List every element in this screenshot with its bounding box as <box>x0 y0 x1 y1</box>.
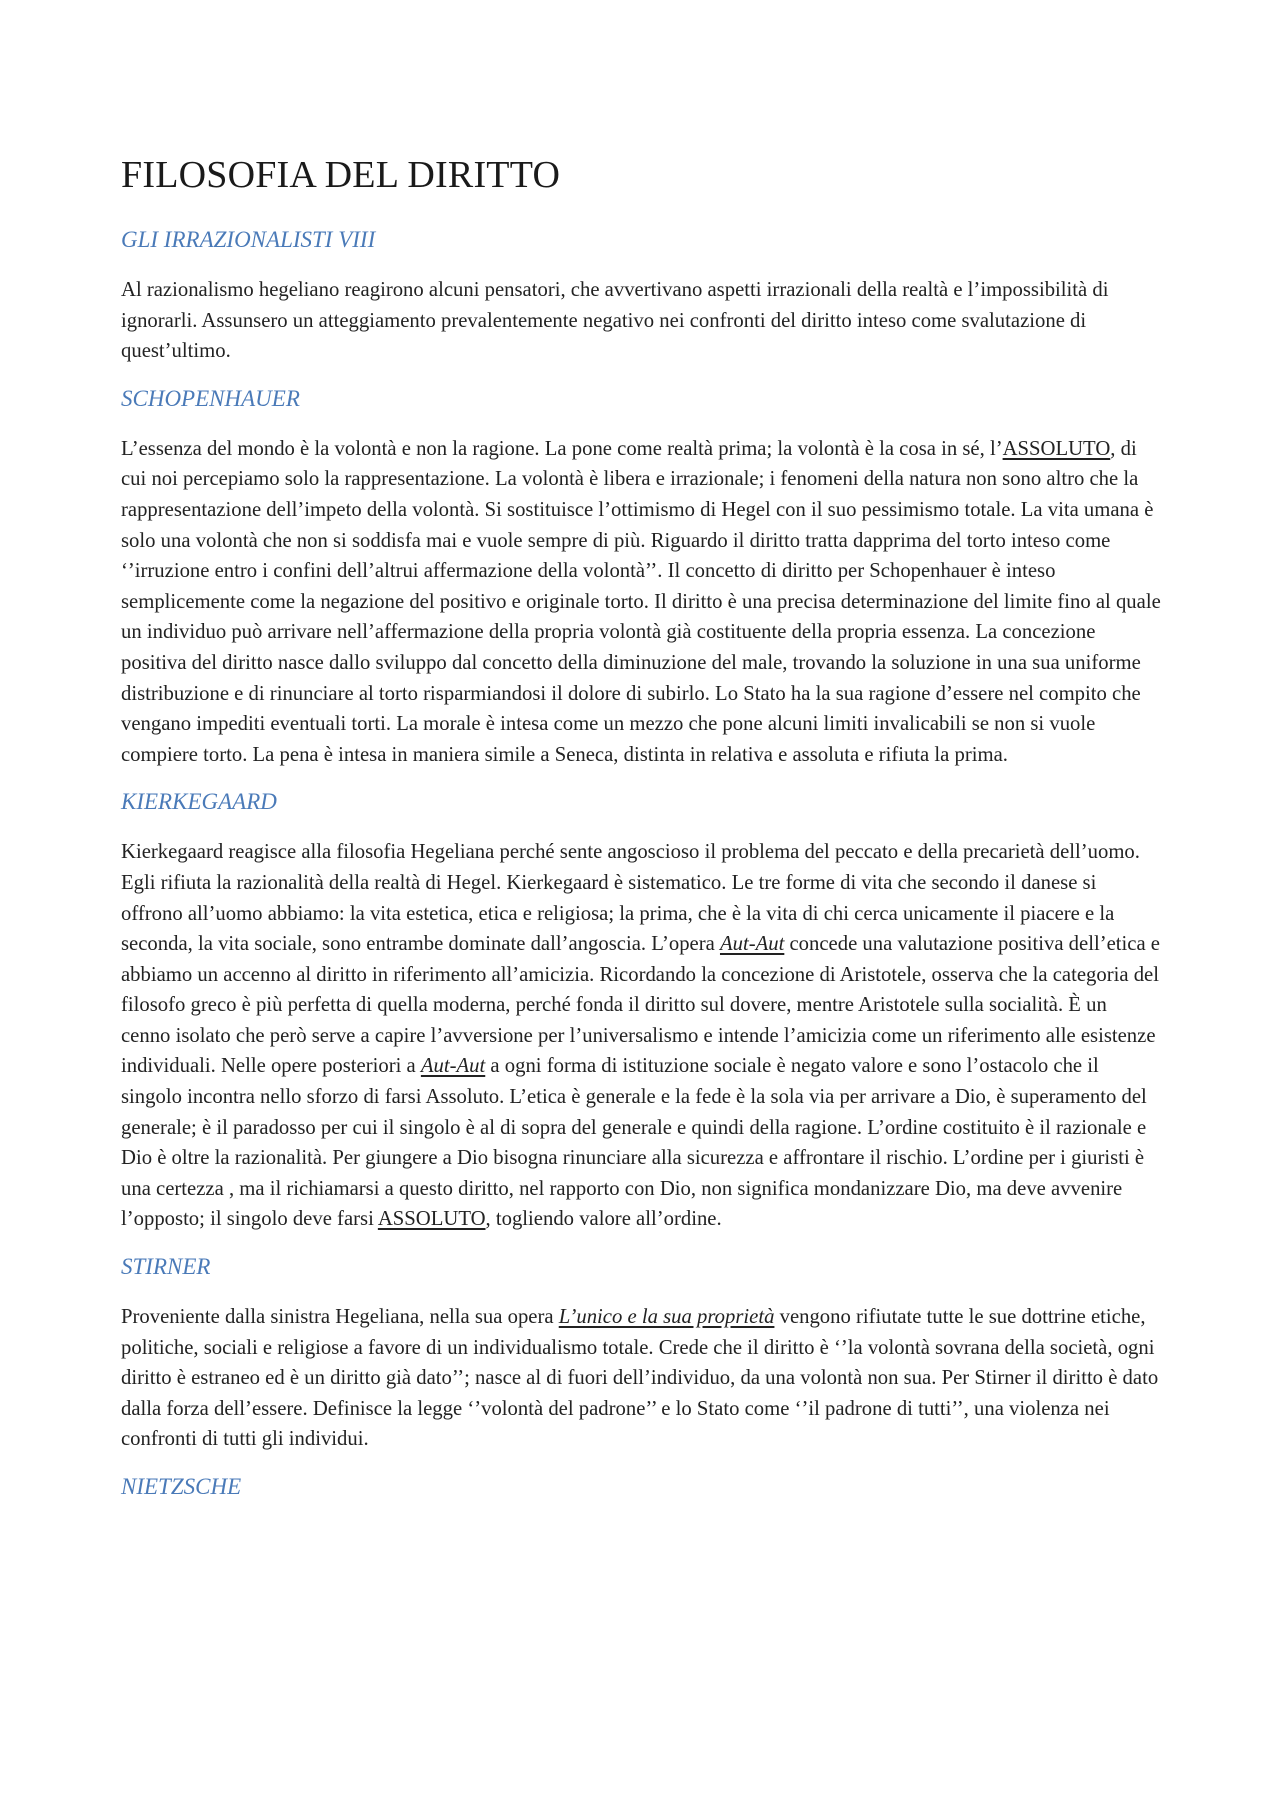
paragraph-stirner <box>121 1302 1161 1455</box>
paragraph-kierkegaard <box>121 837 1161 1235</box>
text-run: a ogni forma di istituzione sociale è negato valore e sono l’ostacolo che il singolo incontra nello sforzo di farsi Assoluto. L’etica è generale e la fede è la sola via per arrivare a Dio, è superamento del generale; è il paradosso per cui il singolo è al di sopra del generale e quindi della ragione. L’ordine costituito è il razionale e Dio è oltre la razionalità. Per giungere a Dio bisogna rinunciare alla sicurezza e affrontare il rischio. L’ordine per i giuristi è una certezza , ma il richiamarsi a questo diritto, nel rapporto con Dio, non significa mondanizzare Dio, ma deve avvenire l’opposto; il singolo deve farsi <box>121 1055 1147 1231</box>
work-title-aut-aut[interactable]: Aut-Aut <box>719 933 785 956</box>
text-run: L’essenza del mondo è la volontà e non la ragione. La pone come realtà prima; la volontà è la cosa in sé, l’ <box>121 437 1003 460</box>
text-run: Proveniente dalla sinistra Hegeliana, nella sua opera <box>121 1306 559 1329</box>
text-run: , togliendo valore all’ordine. <box>485 1208 722 1231</box>
text-run: Kierkegaard reagisce alla filosofia Hegeliana perché sente angoscioso il problema del peccato e della precarietà dell’uomo. Egli rifiuta la razionalità della realtà di Hegel. Kierkegaard è sistematico. Le tre forme di vita che secondo il danese si offrono all’uomo abbiamo: la vita estetica, etica e religiosa; la prima, che è la vita di chi cerca unicamente il piacere e la seconda, la vita sociale, sono entrambe dominate dall’angoscia. L’opera <box>121 841 1140 956</box>
assoluto-link[interactable]: ASSOLUTO <box>377 1208 486 1231</box>
work-title-aut-aut[interactable]: Aut-Aut <box>420 1055 486 1078</box>
text-run: vengono rifiutate tutte le sue dottrine etiche, politiche, sociali e religiose a favore di un individualismo totale. Crede che il diritto è ‘’la volontà sovrana della società, ogni diritto è estraneo ed è un diritto già dato’’; nasce al di fuori dell’individuo, da una volontà non sua. Per Stirner il diritto è dato dalla forza dell’essere. Definisce la legge ‘’volontà del padrone’’ e lo Stato come ‘’il padrone di tutti’’, una violenza nei confronti di tutti gli individui. <box>121 1306 1159 1451</box>
section-heading-stirner: STIRNER <box>121 1254 211 1280</box>
page-title: FILOSOFIA DEL DIRITTO <box>121 154 561 196</box>
paragraph-irrazionalisti: Al razionalismo hegeliano reagirono alcuni pensatori, che avvertivano aspetti irrazionali della realtà e l’impossibilità di ignorarli. Assunsero un atteggiamento prevalentemente negativo nei confronti del diritto inteso come svalutazione di quest’ultimo. <box>121 279 1109 363</box>
section-heading-nietzsche: NIETZSCHE <box>121 1474 242 1499</box>
work-title-unico[interactable]: L’unico e la sua proprietà <box>558 1306 775 1329</box>
text-run: , di cui noi percepiamo solo la rappresentazione. La volontà è libera e irrazionale; i fenomeni della natura non sono altro che la rappresentazione dell’impeto della volontà. Si sostituisce l’ottimismo di Hegel con il suo pessimismo totale. La vita umana è solo una volontà che non si soddisfa mai e vuole sempre di più. Riguardo il diritto tratta dapprima del torto inteso come ‘’irruzione entro i confini dell’altrui affermazione della volontà’’. Il concetto di diritto per Schopenhauer è inteso semplicemente come la negazione del positivo e originale torto. Il diritto è una precisa determinazione del limite fino al quale un individuo può arrivare nell’affermazione della propria volontà già costituente della propria essenza. La concezione positiva del diritto nasce dallo sviluppo dal concetto della diminuzione del male, trovando la soluzione in una sua uniforme distribuzione e di rinunciare al torto risparmiandosi il dolore di subirlo. Lo Stato ha la sua ragione d’essere nel compito che vengano impediti eventuali torti. La morale è intesa come un mezzo che pone alcuni limiti invalicabili se non si vuole compiere torto. La pena è intesa in maniera simile a Seneca, distinta in relativa e assoluta e rifiuta la prima. <box>121 437 1161 766</box>
section-heading-kierkegaard: KIERKEGAARD <box>121 789 277 815</box>
document-body <box>121 150 1161 1522</box>
section-heading-irrazionalisti: GLI IRRAZIONALISTI VIII <box>121 227 376 252</box>
assoluto-link[interactable]: ASSOLUTO <box>1002 437 1111 460</box>
paragraph-schopenhauer <box>121 434 1161 771</box>
section-heading-schopenhauer: SCHOPENHAUER <box>121 385 300 411</box>
text-run: concede una valutazione positiva dell’etica e abbiamo un accenno al diritto in riferimento all’amicizia. Ricordando la concezione di Aristotele, osserva che la categoria del filosofo greco è più perfetta di quella moderna, perché fonda il diritto sul dovere, mentre Aristotele sulla socialità. È un cenno isolato che però serve a capire l’avversione per l’universalismo e intende l’amicizia come un riferimento alle esistenze individuali. Nelle opere posteriori a <box>121 933 1160 1078</box>
